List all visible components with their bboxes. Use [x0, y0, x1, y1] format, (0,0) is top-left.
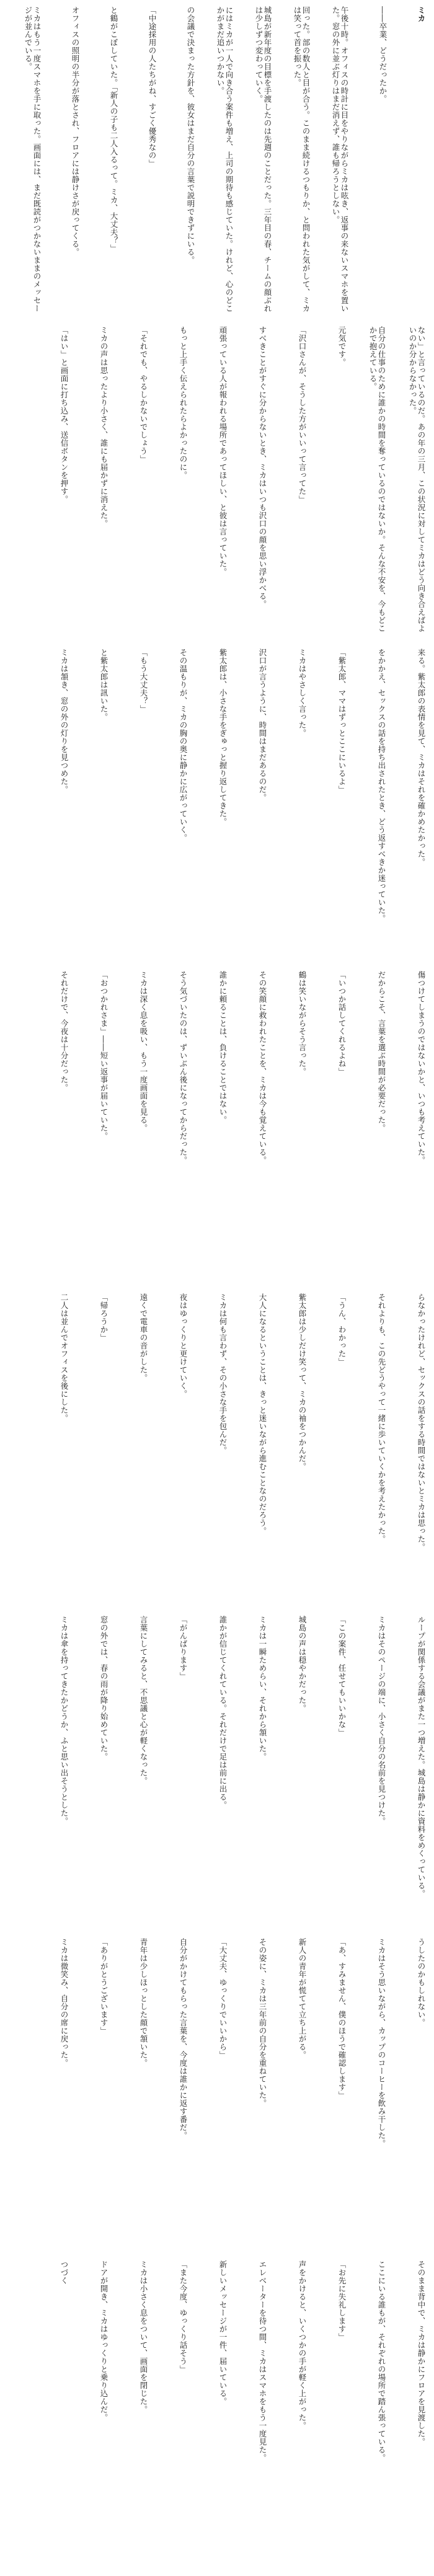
text-column: その笑顔に救われたことを、ミカは今も覚えている。	[258, 971, 267, 1164]
text-column: 声をかけると、いくつかの手が軽く上がった。	[298, 2260, 307, 2430]
text-column: と鶴がこぼしていた。「新人の子も二人入るって。ミカ、大丈夫？」	[109, 6, 118, 252]
text-column: ここにいる誰もが、それぞれの場所で踏ん張っている。	[377, 2260, 386, 2462]
text-column: エレベーターを待つ間、ミカはスマホをもう一度見た。	[258, 2260, 267, 2462]
text-column: 「お先に失礼します」	[337, 2260, 347, 2341]
text-column: その姿に、ミカは三年前の自分を重ねていた。	[258, 1938, 267, 2107]
text-column: 城島が新年度の目標を手渡したのは先週のことだった。三年目の春、チームの顔ぶれは少しずつ変わっていく。	[254, 6, 272, 312]
text-column: それよりも、この先どうやって一緒に歩いていくかを考えたかった。	[377, 1293, 386, 1543]
text-column: 回った。部の数人と目が合う。このまま続けるつもりか、と問われた気がして、ミカは笑って首を振った。	[293, 6, 311, 312]
text-column: ループが関係する会議がまた一つ増えた。城島は静かに資料をめくっている。	[417, 1616, 426, 1898]
text-column: 「帰ろうか」	[99, 1293, 108, 1342]
text-column: 「もう大丈夫？」	[139, 648, 148, 713]
text-column: 「ありがとうございます」	[99, 1938, 108, 2035]
text-column: 午後十時。オフィスの時計に目をやりながらミカは呟き、返事の来ないスマホを置いた。窓の外に並ぶ灯りはまだ消えず、誰も帰ろうとしない。	[331, 6, 349, 312]
text-column: ミカはやさしく言った。	[298, 648, 307, 737]
text-column: ミカはもう一度スマホを手に取った。画面には、まだ既読がつかないままのメッセージが並んでいる。	[24, 6, 42, 312]
text-column: 「また今度、ゆっくり話そう」	[179, 2260, 188, 2373]
text-column: 「それでも、やるしかないでしょう」	[139, 326, 148, 463]
text-band	[0, 1934, 434, 2251]
text-column: ミカは頷き、窓の外の灯りを見つめた。	[60, 648, 69, 794]
text-column: 「いつか話してくれるよね」	[337, 971, 347, 1076]
text-band	[0, 1290, 434, 1606]
text-band	[0, 1612, 434, 1928]
text-column: オフィスの照明の半分が落とされ、フロアには静けさが戻ってくる。	[71, 6, 80, 256]
text-column: 「おつかれさま」――短い返事が届いていた。	[99, 971, 108, 1140]
text-column: 誰かに頼ることは、負けることではない。	[218, 971, 228, 1124]
text-band	[0, 322, 434, 639]
text-column: もっと上手く伝えられたらよかったのに。	[179, 326, 188, 479]
text-column: 「紫太郎、ママはずっとここにいるよ」	[337, 648, 347, 794]
text-column: 鶴は笑いながらそう言った。	[298, 971, 307, 1076]
text-column: ミカ	[417, 6, 426, 22]
text-column: をかかえ、セックスの話を持ち出されたとき、どう返すべきか迷っていた。	[377, 648, 386, 923]
text-column: 青年は少しほっとした顔で頷いた。	[139, 1938, 148, 2067]
text-column: 「中途採用の人たちがね、すごく優秀なの」	[148, 6, 157, 167]
text-column: ミカは深く息を吸い、もう一度画面を見る。	[139, 971, 148, 1132]
text-column: ミカは傘を持ってきたかどうか、ふと思い出そうとした。	[60, 1616, 69, 1825]
text-band	[0, 967, 434, 1283]
text-column: その温もりが、ミカの胸の奥に静かに広がっていく。	[179, 648, 188, 842]
text-column: 遠くで電車の音がした。	[139, 1293, 148, 1382]
text-band	[0, 2, 434, 319]
text-column: ミカはそのページの端に、小さく自分の名前を見つけた。	[377, 1616, 386, 1825]
text-column: 「がんばります」	[179, 1616, 188, 1680]
text-column: ミカはそう思いながら、カップのコーヒーを飲み干した。	[377, 1938, 386, 2148]
text-column: ――卒業、どうだったか。	[378, 6, 388, 103]
text-column: 二人は並んでオフィスを後にした。	[60, 1293, 69, 1422]
text-column: ミカの声は思ったより小さく、誰にも届かずに消えた。	[99, 326, 108, 528]
text-column: 誰かが信じてくれている。それだけで足は前に出る。	[218, 1616, 228, 1809]
text-column: つづく	[60, 2260, 69, 2285]
text-column: 「沢口さんが、そうした方がいいって言ってた」	[298, 326, 307, 503]
text-column: 「大丈夫、ゆっくりでいいから」	[218, 1938, 228, 2059]
text-column: そのまま背中で、ミカは静かにフロアを見渡した。	[417, 2260, 426, 2446]
text-column: の会議で決まった方針を、彼女はまだ自分の言葉で説明できずにいる。	[186, 6, 195, 264]
text-column: すべきことがすぐに分からないとき、ミカはいつも沢口の顔を思い浮かべる。	[258, 326, 267, 608]
text-band	[0, 645, 434, 961]
text-column: 「うん、わかった」	[337, 1293, 347, 1366]
text-column: 紫太郎は少しだけ笑って、ミカの袖をつかんだ。	[298, 1293, 307, 1471]
text-column: 夜はゆっくりと更けていく。	[179, 1293, 188, 1398]
text-column: と紫太郎は訊いた。	[99, 648, 108, 721]
text-column: だからこそ、言葉を選ぶ時間が必要だった。	[377, 971, 386, 1132]
text-column: 自分がかけてもらった言葉を、今度は誰かに返す番だ。	[179, 1938, 188, 2140]
text-column: 沢口が言うように、時間はまだあるのだ。	[258, 648, 267, 802]
text-column: 大人になるということは、きっと迷いながら進むことなのだろう。	[258, 1293, 267, 1535]
text-column: 紫太郎は、小さな手をぎゅっと握り返してきた。	[218, 648, 228, 826]
text-column: うしたのかもしれない。	[417, 1938, 426, 2027]
text-column: 言葉にしてみると、不思議と心が軽くなった。	[139, 1616, 148, 1785]
text-column: 自分の仕事のために誰かの時間を奪っているのではないか。そんな不安を、今もどこかで抱えている。	[368, 326, 386, 632]
text-column: ミカは何も言わず、その小さな手を包んだ。	[218, 1293, 228, 1454]
text-column: 新しいメッセージが一件、届いている。	[218, 2260, 228, 2406]
text-column: にはミカが一人で向き合う案件も増え、上司の期待も感じていた。けれど、心のどこかがまだ追いつかない。	[216, 6, 234, 312]
text-column: ない」と言っているのだ。あの年の三月、この状況に対してミカはどう向き合えばよいのか分からなかった。	[408, 326, 426, 632]
text-column: 城島の声は穏やかだった。	[298, 1616, 307, 1712]
text-column: 窓の外では、春の雨が降り始めていた。	[99, 1616, 108, 1761]
text-column: ミカは小さく息をついて、画面を閉じた。	[139, 2260, 148, 2414]
text-column: 傷つけてしまうのではないかと、いつも考えていた。	[417, 971, 426, 1164]
text-column: ドアが開き、ミカはゆっくりと乗り込んだ。	[99, 2260, 108, 2422]
text-column: そう気づいたのは、ずいぶん後になってからだった。	[179, 971, 188, 1164]
text-column: ミカは一瞬ためらい、それから頷いた。	[258, 1616, 267, 1761]
text-column: 「はい」と画面に打ち込み、送信ボタンを押す。	[60, 326, 69, 503]
text-column: 「この案件、任せてもいいかな」	[337, 1616, 347, 1737]
text-column: 来る。紫太郎の表情を見て、ミカはそれを確かめたかった。	[417, 648, 426, 866]
text-band	[0, 2257, 434, 2573]
text-column: 頑張っている人が報われる場所であってほしい、と彼は言っていた。	[218, 326, 228, 576]
text-column: ミカは微笑み、自分の席に戻った。	[60, 1938, 69, 2067]
text-column: 新人の青年が慌てて立ち上がる。	[298, 1938, 307, 2059]
text-column: 元気です。	[337, 326, 347, 366]
text-column: 「あ、すみません、僕のほうで確認します」	[337, 1938, 347, 2099]
text-column: それだけで、今夜は十分だった。	[60, 971, 69, 1092]
text-column: らなかったけれど、セックスの話をする時間ではないとミカは思った。	[417, 1293, 426, 1551]
